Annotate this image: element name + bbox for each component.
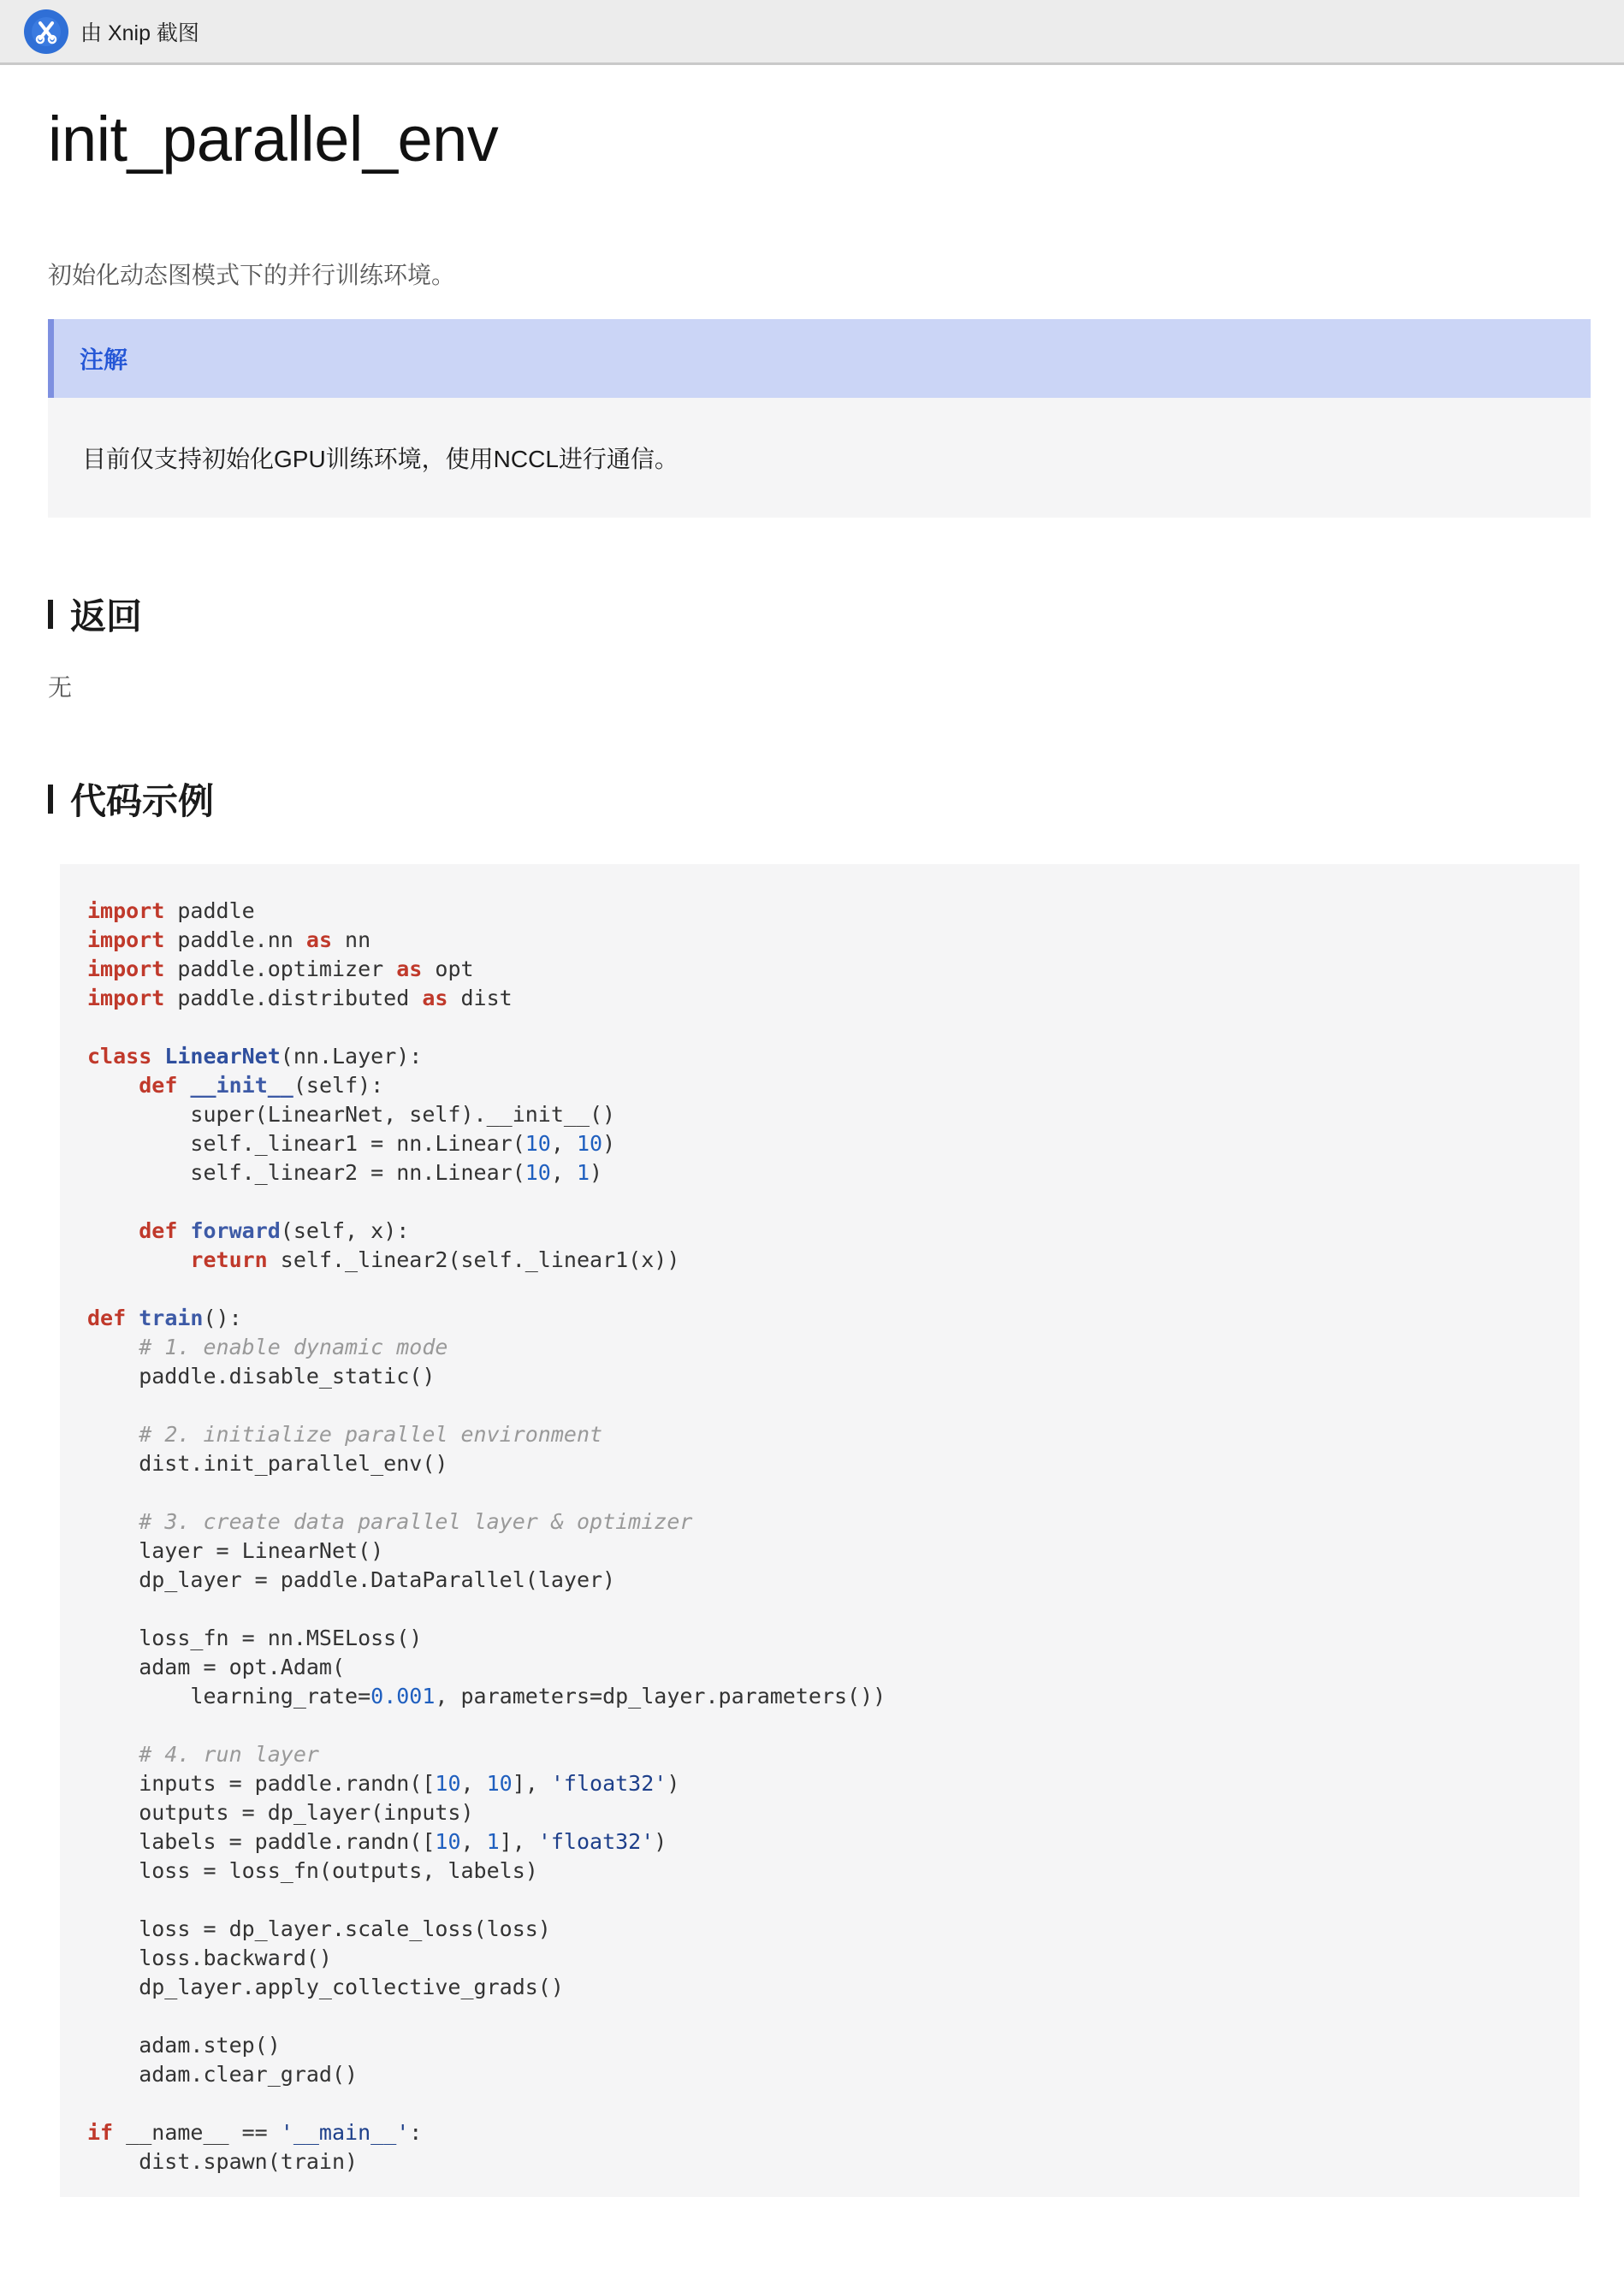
code-line: loss_fn = nn.MSELoss() xyxy=(139,1626,423,1650)
code-line: if __name__ == '__main__': xyxy=(87,2120,423,2145)
code-line: dp_layer = paddle.DataParallel(layer) xyxy=(139,1567,616,1592)
code-line: def forward(self, x): xyxy=(139,1218,410,1243)
code-line: class LinearNet(nn.Layer): xyxy=(87,1044,423,1069)
code-line: adam.clear_grad() xyxy=(139,2062,359,2087)
note-body: 目前仅支持初始化GPU训练环境，使用NCCL进行通信。 xyxy=(48,398,1591,518)
code-line: paddle.disable_static() xyxy=(139,1364,436,1389)
title-bar xyxy=(0,0,1624,65)
note-heading: 注解 xyxy=(48,319,1591,398)
code-block[interactable] xyxy=(60,864,1580,2197)
code-line: loss.backward() xyxy=(139,1945,332,1970)
heading-bar xyxy=(48,785,53,814)
code-line: adam.step() xyxy=(139,2033,281,2058)
returns-value: 无 xyxy=(48,674,73,701)
api-description: 初始化动态图模式下的并行训练环境。 xyxy=(48,262,456,288)
code-line: import paddle.nn as nn xyxy=(87,927,371,952)
example-heading-text: 代码示例 xyxy=(70,781,215,821)
example-heading xyxy=(48,773,214,825)
code-line: def __init__(self): xyxy=(139,1073,384,1098)
code-line: import paddle xyxy=(87,898,255,923)
code-line: self._linear2 = nn.Linear(10, 1) xyxy=(87,1160,603,1185)
code-line: self._linear1 = nn.Linear(10, 10) xyxy=(87,1131,616,1156)
code-listing xyxy=(87,897,1580,2176)
code-line: dist.init_parallel_env() xyxy=(139,1451,448,1476)
code-line: loss = loss_fn(outputs, labels) xyxy=(139,1858,538,1883)
xnip-scissors-icon xyxy=(24,9,68,54)
code-line: return self._linear2(self._linear1(x)) xyxy=(190,1247,680,1272)
code-line: adam = opt.Adam( xyxy=(139,1655,346,1679)
returns-heading-text: 返回 xyxy=(70,596,143,637)
code-line: dp_layer.apply_collective_grads() xyxy=(139,1975,564,1999)
code-line: inputs = paddle.randn([10, 10], 'float32') xyxy=(87,1771,680,1796)
returns-heading xyxy=(48,589,142,640)
code-line: # 4. run layer xyxy=(139,1742,319,1767)
code-line: loss = dp_layer.scale_loss(loss) xyxy=(139,1916,551,1941)
code-line: import paddle.distributed as dist xyxy=(87,986,513,1010)
code-line: super(LinearNet, self).__init__() xyxy=(190,1102,616,1127)
code-line: outputs = dp_layer(inputs) xyxy=(139,1800,474,1825)
code-line: # 1. enable dynamic mode xyxy=(139,1335,448,1359)
code-line: learning_rate=0.001, parameters=dp_layer.parameters()) xyxy=(87,1684,886,1709)
code-line: layer = LinearNet() xyxy=(139,1538,384,1563)
page-title: init_parallel_env xyxy=(48,104,499,175)
window-title: 由 Xnip 截图 xyxy=(80,21,199,45)
code-line: dist.spawn(train) xyxy=(139,2149,359,2174)
code-line: import paddle.optimizer as opt xyxy=(87,956,474,981)
note-admonition xyxy=(48,319,1591,518)
code-line: labels = paddle.randn([10, 1], 'float32') xyxy=(87,1829,667,1854)
code-line: # 2. initialize parallel environment xyxy=(139,1422,603,1447)
heading-bar xyxy=(48,600,53,629)
code-line: def train(): xyxy=(87,1306,242,1330)
code-line: # 3. create data parallel layer & optimizer xyxy=(139,1509,693,1534)
